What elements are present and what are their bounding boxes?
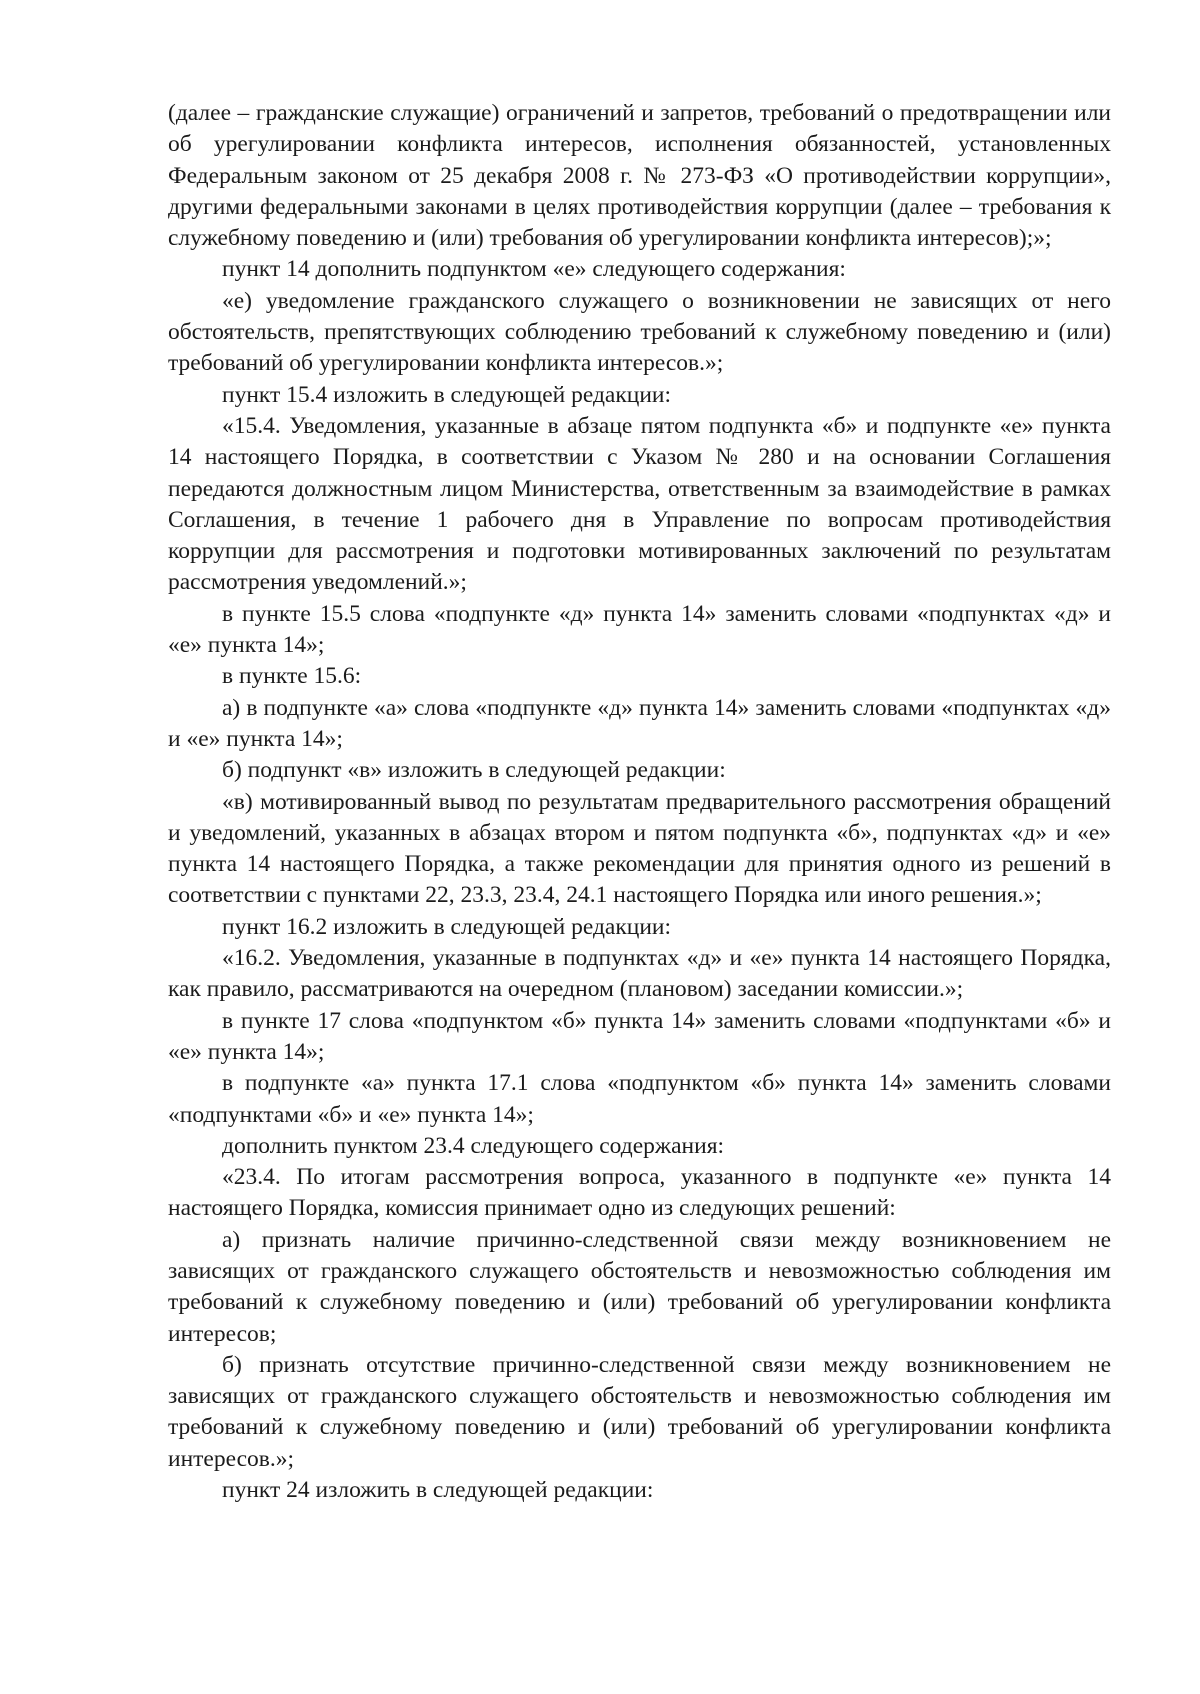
paragraph-item-17-1: в подпункте «а» пункта 17.1 слова «подпунктом «б» пункта 14» заменить словами «подпунктами «б» и «е» пункта 14»;	[168, 1070, 1111, 1128]
document-page	[168, 98, 1111, 1506]
paragraph-item-23-4-text: «23.4. По итогам рассмотрения вопроса, указанного в подпункте «е» пункта 14 настоящего Порядка, комиссия принимает одно из следующих решений:	[168, 1164, 1111, 1222]
paragraph-item-24-intro: пункт 24 изложить в следующей редакции:	[222, 1477, 654, 1504]
paragraph-item-15-5: в пункте 15.5 слова «подпункте «д» пункта 14» заменить словами «подпунктах «д» и «е» пункта 14»;	[168, 600, 1111, 659]
paragraph-continuation: (далее – гражданские служащие) ограничений и запретов, требований о предотвращении или об урегулировании конфликта интересов, исполнения обязанностей, установленных Федеральным законом от 25 декабря 2008 г. № 273-ФЗ «О противодействии коррупции», другими федеральными законами в целях противодействия коррупции (далее – требования к служебному поведению и (или) требования об урегулировании конфликта интересов);»;	[168, 100, 1111, 252]
paragraph-subitem-e: «е) уведомление гражданского служащего о возникновении не зависящих от него обстоятельств, препятствующих соблюдению требований к служебному поведению и (или) требований об урегулировании конфликта интересов.»;	[168, 287, 1111, 377]
paragraph-item-15-4-intro: пункт 15.4 изложить в следующей редакции:	[222, 381, 672, 408]
paragraph-item-15-4-text: «15.4. Уведомления, указанные в абзаце пятом подпункта «б» и подпункте «е» пункта 14 настоящего Порядка, в соответствии с Указом № 280 и на основании Соглашения передаются должностным лицом Министерства, ответственным за взаимодействие в рамках Соглашения, в течение 1 рабочего дня в Управление по вопросам противодействия коррупции для рассмотрения и подготовки мотивированных заключений по результатам рассмотрения уведомлений.»;	[168, 412, 1111, 596]
paragraph-item-17: в пункте 17 слова «подпунктом «б» пункта 14» заменить словами «подпунктами «б» и «е» пункта 14»;	[168, 1007, 1111, 1065]
paragraph-item-23-4-intro: дополнить пунктом 23.4 следующего содержания:	[222, 1132, 725, 1159]
paragraph-item-15-6-intro: в пункте 15.6:	[222, 663, 362, 690]
paragraph-item-23-4-a: а) признать наличие причинно-следственной связи между возникновением не зависящих от гражданского служащего обстоятельств и невозможностью соблюдения им требований к служебному поведению и (или) требований об урегулировании конфликта интересов;	[168, 1226, 1111, 1347]
paragraph-item-16-2-text: «16.2. Уведомления, указанные в подпунктах «д» и «е» пункта 14 настоящего Порядка, как правило, рассматриваются на очередном (плановом) заседании комиссии.»;	[168, 945, 1111, 1003]
paragraph-item-15-6-a: а) в подпункте «а» слова «подпункте «д» пункта 14» заменить словами «подпунктах «д» и «е» пункта 14»;	[168, 694, 1111, 752]
paragraph-subitem-v-text: «в) мотивированный вывод по результатам предварительного рассмотрения обращений и уведомлений, указанных в абзацах втором и пятом подпункта «б», подпунктах «д» и «е» пункта 14 настоящего Порядка, а также рекомендации для принятия одного из решений в соответствии с пунктами 22, 23.3, 23.4, 24.1 настоящего Порядка или иного решения.»;	[168, 788, 1111, 909]
paragraph-item-15-6-b: б) подпункт «в» изложить в следующей редакции:	[222, 757, 726, 784]
paragraph-item-23-4-b: б) признать отсутствие причинно-следственной связи между возникновением не зависящих от гражданского служащего обстоятельств и невозможностью соблюдения им требований к служебному поведению и (или) требований об урегулировании конфликта интересов.»;	[168, 1351, 1111, 1472]
paragraph-item-16-2-intro: пункт 16.2 изложить в следующей редакции:	[222, 913, 672, 940]
paragraph-item-14-intro: пункт 14 дополнить подпунктом «е» следующего содержания:	[222, 256, 846, 283]
